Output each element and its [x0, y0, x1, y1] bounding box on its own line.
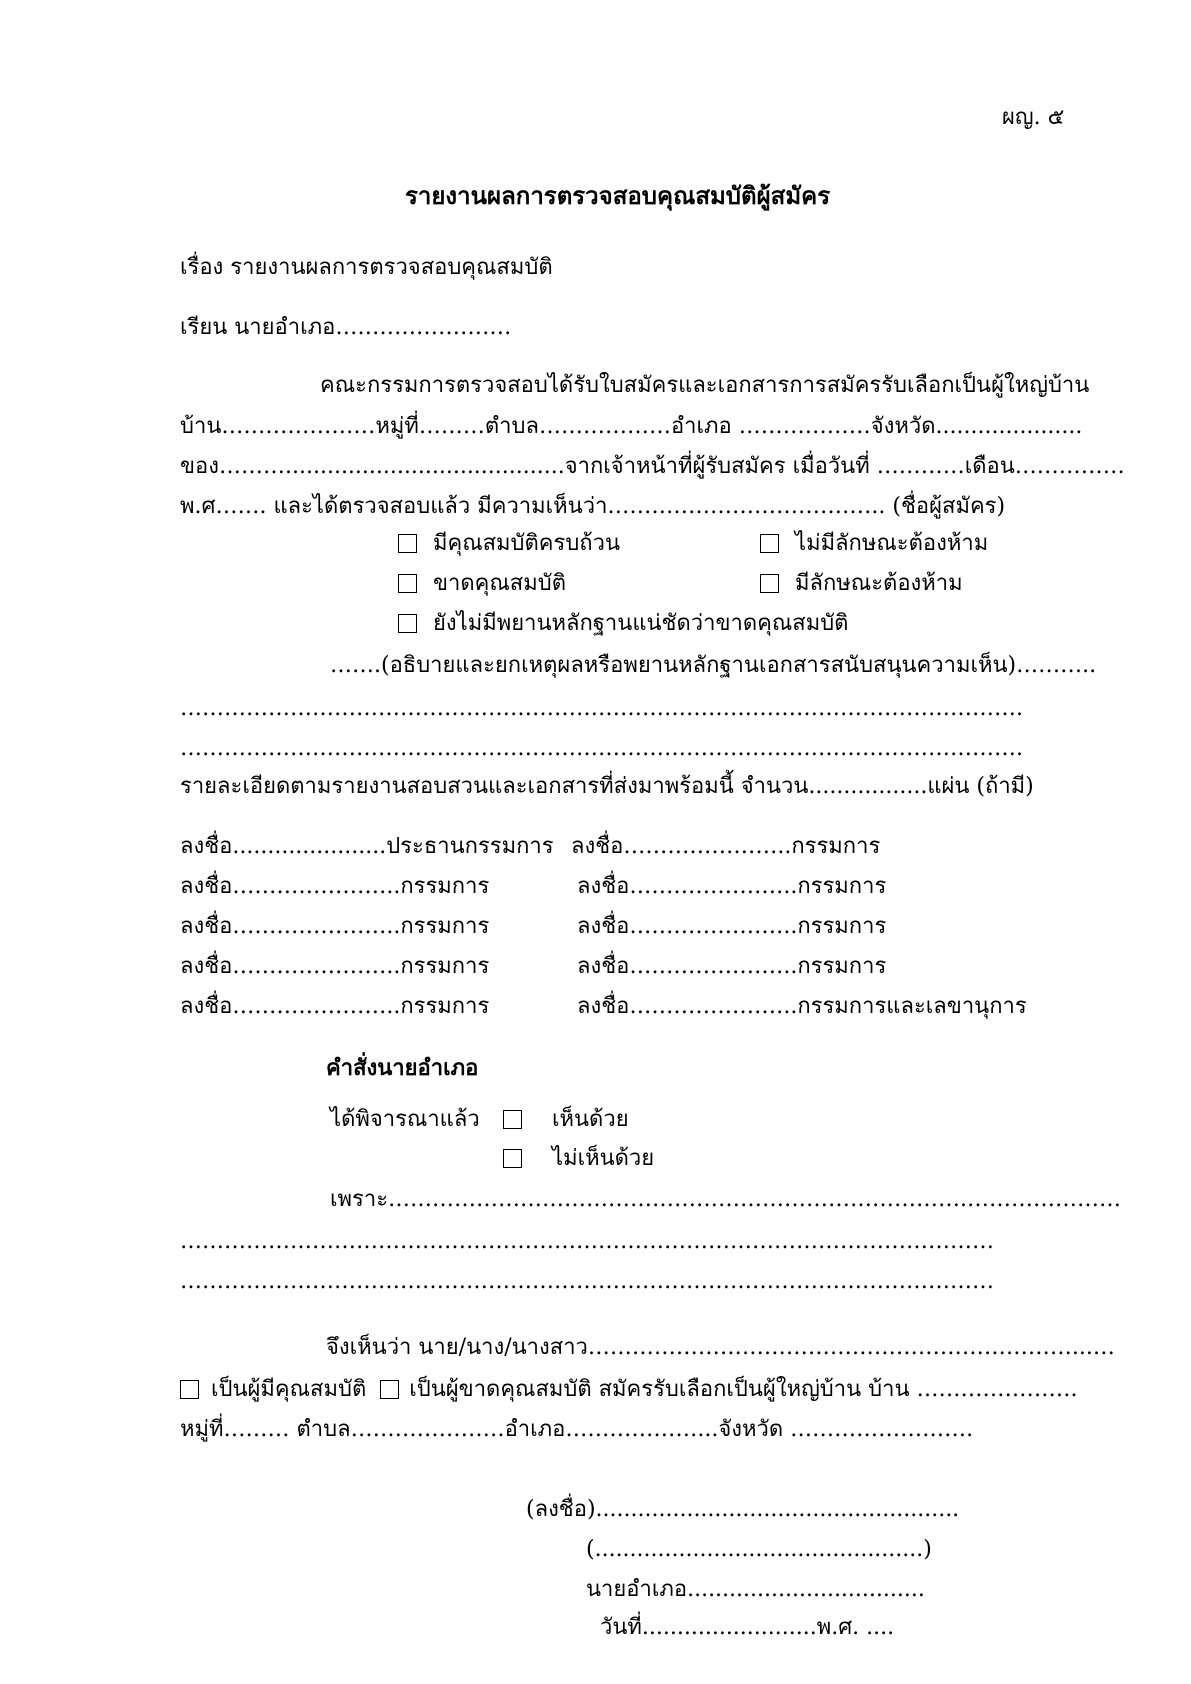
- signature-left-4: ลงชื่อ…………………..กรรมการ: [180, 954, 490, 979]
- conclusion-qualified-checkbox[interactable]: [180, 1380, 199, 1399]
- order-heading: คำสั่งนายอำเภอ: [326, 1055, 479, 1081]
- signoff-name: (...............................................): [586, 1537, 932, 1562]
- no-evidence-label: ยังไม่มีพยานหลักฐานแน่ชัดว่าขาดคุณสมบัติ: [433, 611, 849, 636]
- signature-left-2: ลงชื่อ…………………..กรรมการ: [180, 874, 490, 899]
- option-unqualified: [398, 570, 566, 598]
- has-prohibition-checkbox[interactable]: [760, 574, 779, 593]
- option-qualified: [398, 530, 620, 558]
- conclusion-line-1: จึงเห็นว่า นาย/นาง/นางสาว…………………………………………………………...…: [326, 1335, 1115, 1360]
- conclusion-unqualified-checkbox[interactable]: [380, 1380, 399, 1399]
- signoff-date: วันที่.........................พ.ศ. ....: [600, 1615, 895, 1640]
- signature-right-5: ลงชื่อ…………………..กรรมการและเลขานุการ: [577, 994, 1027, 1019]
- disagree-checkbox[interactable]: [503, 1149, 522, 1168]
- explanation-line-1: …….(อธิบายและยกเหตุผลหรือพยานหลักฐานเอกสารสนับสนุนความเห็น)………..: [330, 653, 1097, 678]
- signature-left-1: ลงชื่อ......................ประธานกรรมการ: [180, 834, 554, 859]
- signature-right-3: ลงชื่อ…………………..กรรมการ: [577, 914, 887, 939]
- signature-left-5: ลงชื่อ…………………..กรรมการ: [180, 994, 490, 1019]
- option-no-prohibition: [760, 530, 988, 558]
- no-evidence-checkbox[interactable]: [398, 614, 417, 633]
- considered-label: ได้พิจารณาแล้ว: [330, 1107, 480, 1132]
- agree-label: เห็นด้วย: [552, 1107, 629, 1132]
- no-prohibition-label: ไม่มีลักษณะต้องห้าม: [795, 531, 989, 556]
- disagree-label: ไม่เห็นด้วย: [552, 1146, 655, 1171]
- has-prohibition-label: มีลักษณะต้องห้าม: [795, 571, 963, 596]
- addressee-line: เรียน นายอำเภอ……………………: [180, 315, 512, 340]
- conclusion-unqualified-label: เป็นผู้ขาดคุณสมบัติ สมัครรับเลือกเป็นผู้ใหญ่บ้าน บ้าน ………………….: [409, 1377, 1078, 1402]
- signature-right-1: ลงชื่อ…………………..กรรมการ: [571, 834, 881, 859]
- qualified-checkbox[interactable]: [398, 534, 417, 553]
- body-line-3: ของ………........................................จากเจ้าหน้าที่ผู้รับสมัคร เมื่อวันที่ …………เดือน……………: [180, 454, 1125, 479]
- option-has-prohibition: [760, 570, 963, 598]
- body-line-2: บ้าน…………………หมู่ที่………ตำบล………………อำเภอ ………………จังหวัด.....................: [180, 414, 1083, 439]
- conclusion-line-2: [180, 1376, 1078, 1404]
- because-line-3: …………………………………………………………………………………………………: [180, 1269, 994, 1294]
- details-line: รายละเอียดตามรายงานสอบสวนและเอกสารที่ส่งมาพร้อมนี้ จำนวน.................แผ่น (ถ้ามี): [180, 774, 1034, 799]
- signature-left-3: ลงชื่อ…………………..กรรมการ: [180, 914, 490, 939]
- signoff-position: นายอำเภอ..................................: [586, 1577, 925, 1602]
- signature-right-2: ลงชื่อ…………………..กรรมการ: [577, 874, 887, 899]
- form-code: ผญ. ๕: [1002, 105, 1065, 130]
- explanation-line-2: …………………………………………………………………………………………………….: [180, 696, 1023, 721]
- subject-line: เรื่อง รายงานผลการตรวจสอบคุณสมบัติ: [180, 255, 553, 280]
- agree-checkbox[interactable]: [503, 1110, 522, 1129]
- conclusion-line-3: หมู่ที่……… ตำบล…………………อำเภอ………………...จังหวัด …………………….: [180, 1417, 974, 1442]
- body-line-1: คณะกรรมการตรวจสอบได้รับใบสมัครและเอกสารการสมัครรับเลือกเป็นผู้ใหญ่บ้าน: [320, 373, 1090, 398]
- because-line-1: เพราะ…………………………………………………………………….…………………: [330, 1187, 1122, 1212]
- no-prohibition-checkbox[interactable]: [760, 534, 779, 553]
- explanation-line-3: …………………………………………………………………………………………………….: [180, 736, 1023, 761]
- conclusion-qualified-label: เป็นผู้มีคุณสมบัติ: [211, 1377, 367, 1402]
- body-line-4: พ.ศ……. และได้ตรวจสอบแล้ว มีความเห็นว่า……………………………….. (ชื่อผู้สมัคร): [180, 494, 1006, 519]
- because-line-2: …………………………………………………………………………………………………: [180, 1229, 994, 1254]
- qualified-label: มีคุณสมบัติครบถ้วน: [433, 531, 621, 556]
- signoff-sign: (ลงชื่อ)....................................................: [526, 1497, 960, 1522]
- page-title: รายงานผลการตรวจสอบคุณสมบัติผู้สมัคร: [405, 181, 831, 210]
- option-disagree: [503, 1145, 654, 1173]
- signature-right-4: ลงชื่อ…………………..กรรมการ: [577, 954, 887, 979]
- option-agree: [503, 1106, 629, 1134]
- option-no-evidence: [398, 610, 848, 638]
- unqualified-label: ขาดคุณสมบัติ: [433, 571, 566, 596]
- unqualified-checkbox[interactable]: [398, 574, 417, 593]
